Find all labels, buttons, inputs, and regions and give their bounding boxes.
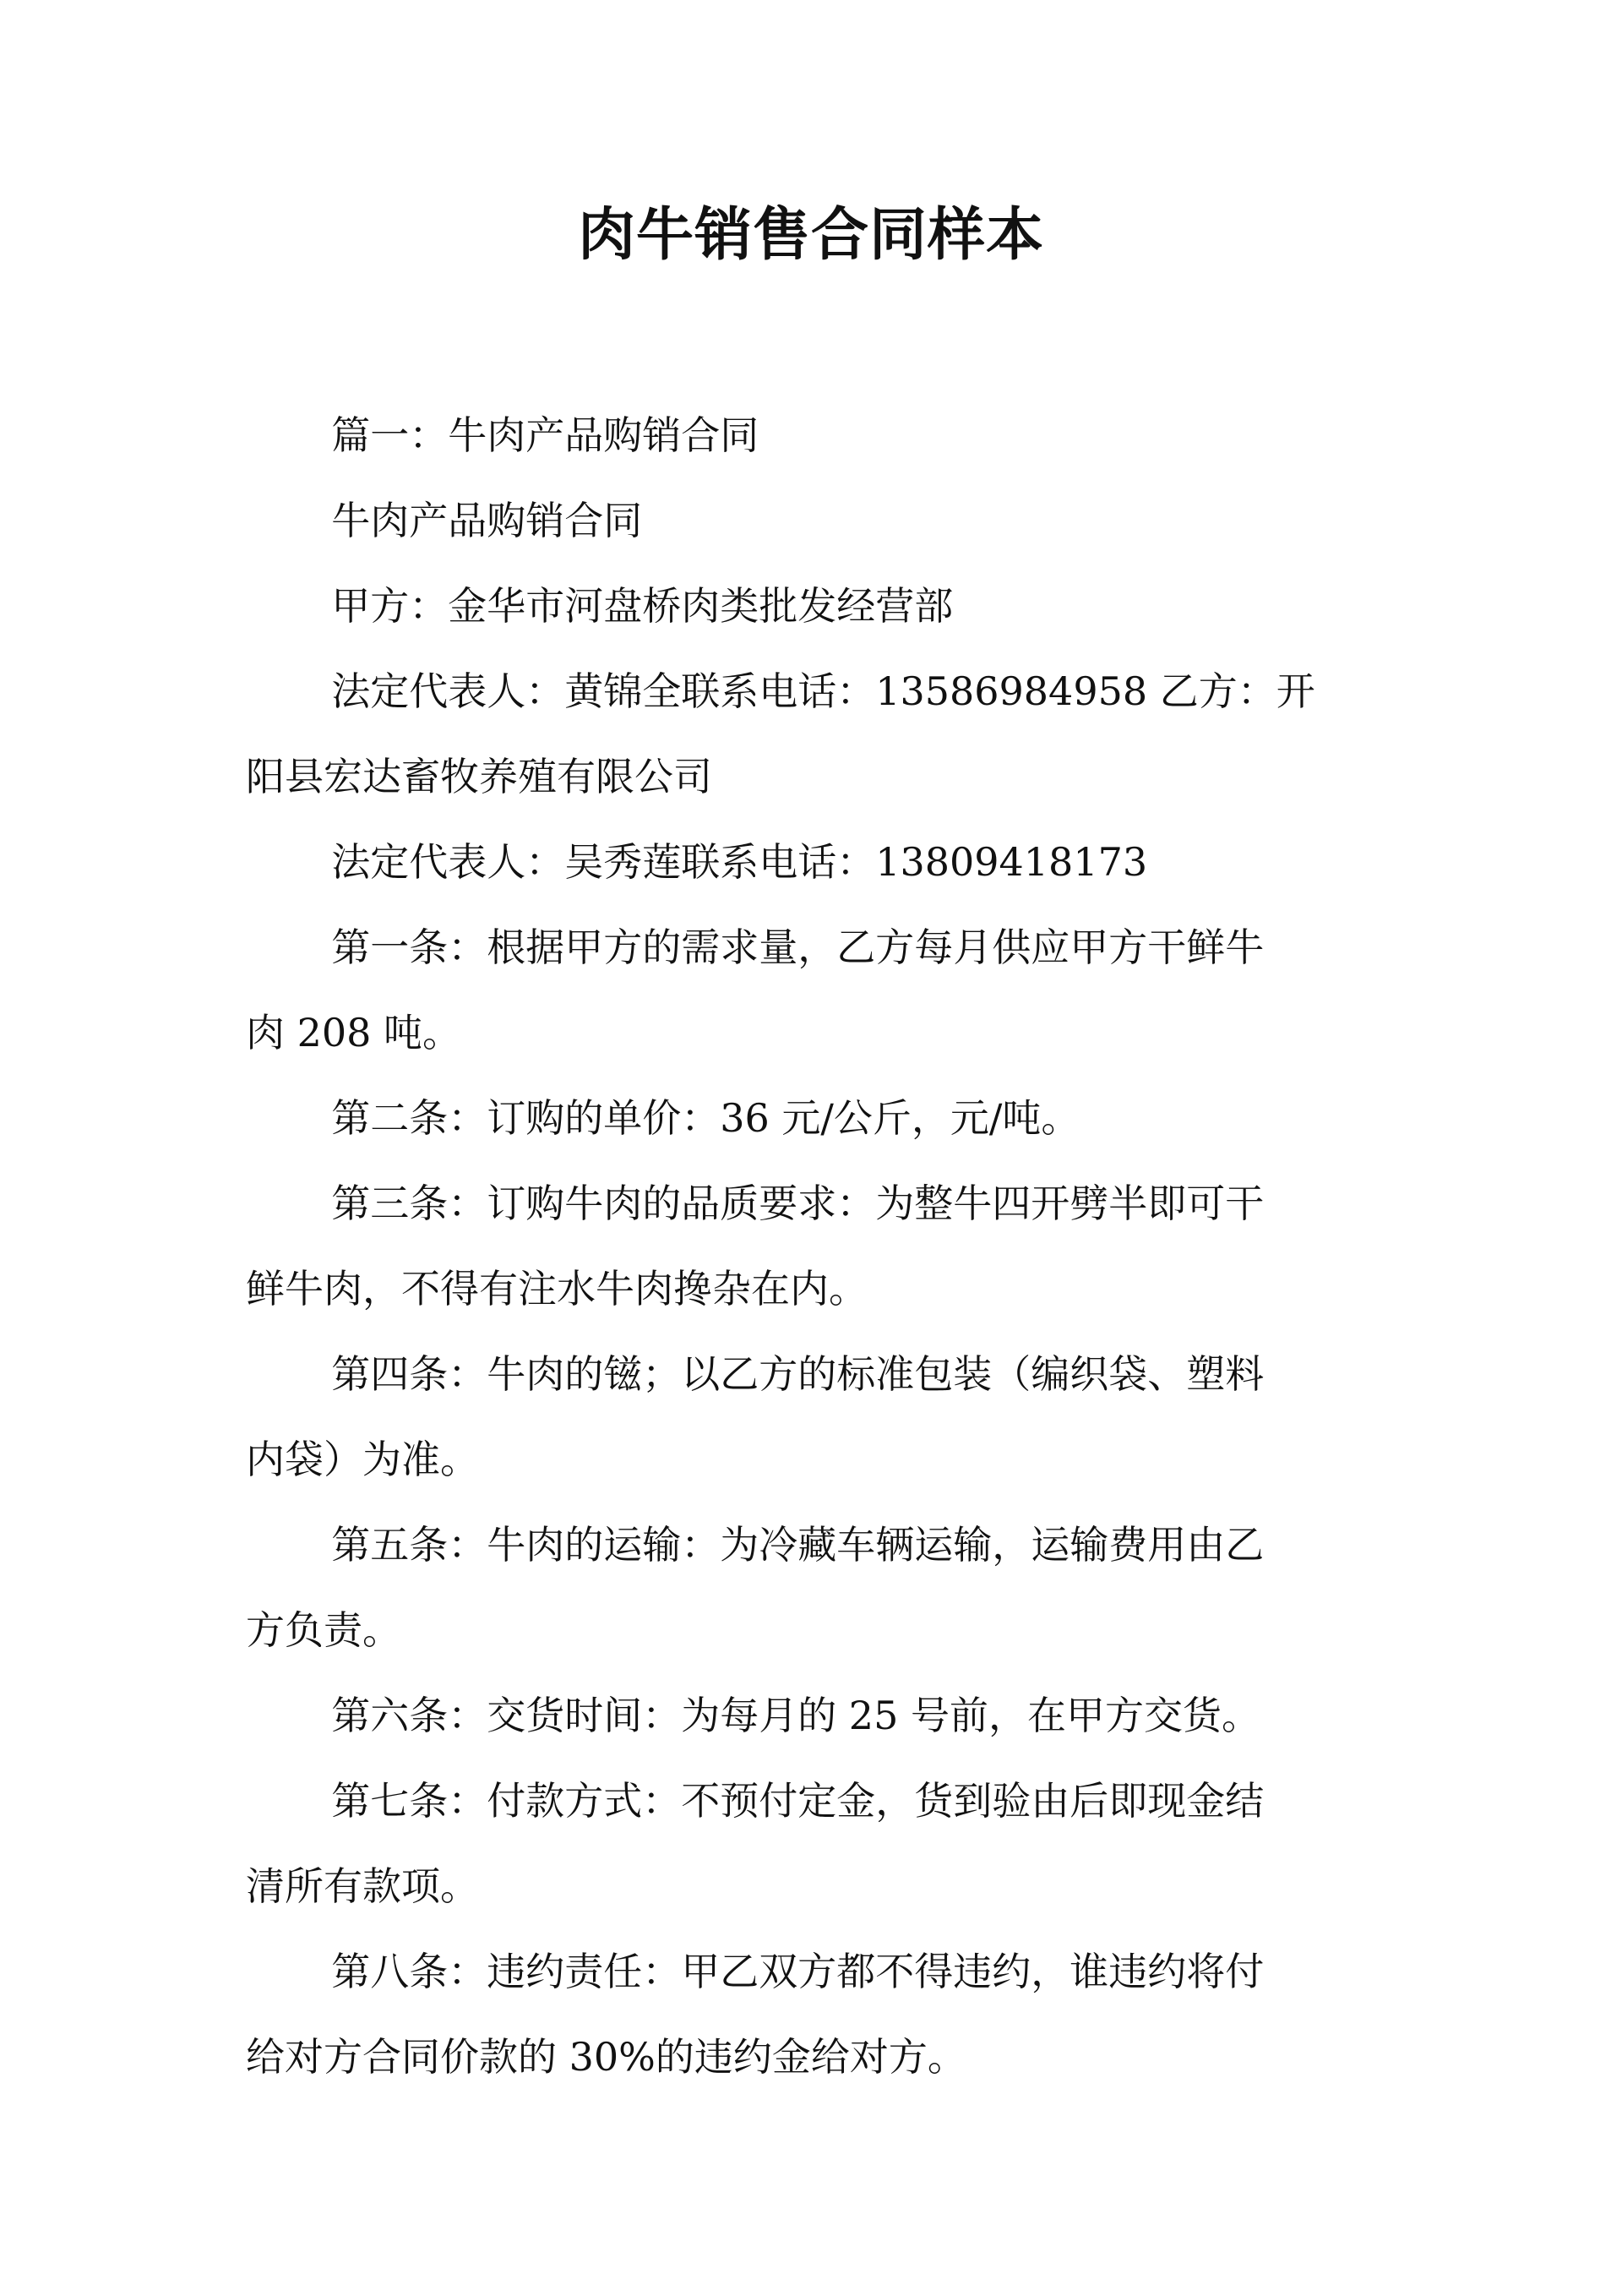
paragraph-line: 法定代表人：黄锦全联系电话：13586984958 乙方：开 [331, 668, 1315, 714]
paragraph-line: 第六条：交货时间：为每月的 25 号前，在甲方交货。 [331, 1693, 1260, 1738]
paragraph-line: 清所有款项。 [246, 1863, 479, 1909]
paragraph-line: 第二条：订购的单价：36 元/公斤，元/吨。 [331, 1095, 1080, 1141]
paragraph-line: 第四条：牛肉的镃；以乙方的标准包装（编织袋、塑料 [331, 1351, 1265, 1397]
paragraph-line: 给对方合同价款的 30%的违约金给对方。 [246, 2034, 966, 2080]
document-title: 肉牛销售合同样本 [577, 201, 1044, 269]
paragraph-line: 第一条：根据甲方的需求量，乙方每月供应甲方干鲜牛 [331, 924, 1265, 970]
paragraph-line: 第七条：付款方式：不预付定金，货到验由后即现金结 [331, 1778, 1265, 1824]
paragraph-line: 鲜牛肉，不得有注水牛肉搀杂在内。 [246, 1266, 868, 1312]
paragraph-line: 第三条：订购牛肉的品质要求：为整牛四开劈半即可干 [331, 1181, 1265, 1226]
paragraph-line: 内袋）为准。 [246, 1437, 479, 1482]
paragraph-line: 篇一：牛肉产品购销合同 [331, 412, 759, 458]
paragraph-line: 阳县宏达畜牧养殖有限公司 [246, 754, 712, 799]
paragraph-line: 牛肉产品购销合同 [331, 498, 643, 543]
paragraph-line: 甲方：金华市河盘桥肉类批发经营部 [331, 583, 954, 629]
paragraph-line: 第五条：牛肉的运输：为冷藏车辆运输，运输费用由乙 [331, 1522, 1265, 1568]
paragraph-line: 法定代表人：吴秀莲联系电话：13809418173 [331, 839, 1148, 885]
document-body [246, 393, 1382, 2100]
paragraph-line: 方负责。 [246, 1607, 401, 1653]
paragraph-line: 肉 208 吨。 [246, 1010, 462, 1055]
paragraph-line: 第八条：违约责任：甲乙双方都不得违约，谁违约将付 [331, 1949, 1265, 1994]
